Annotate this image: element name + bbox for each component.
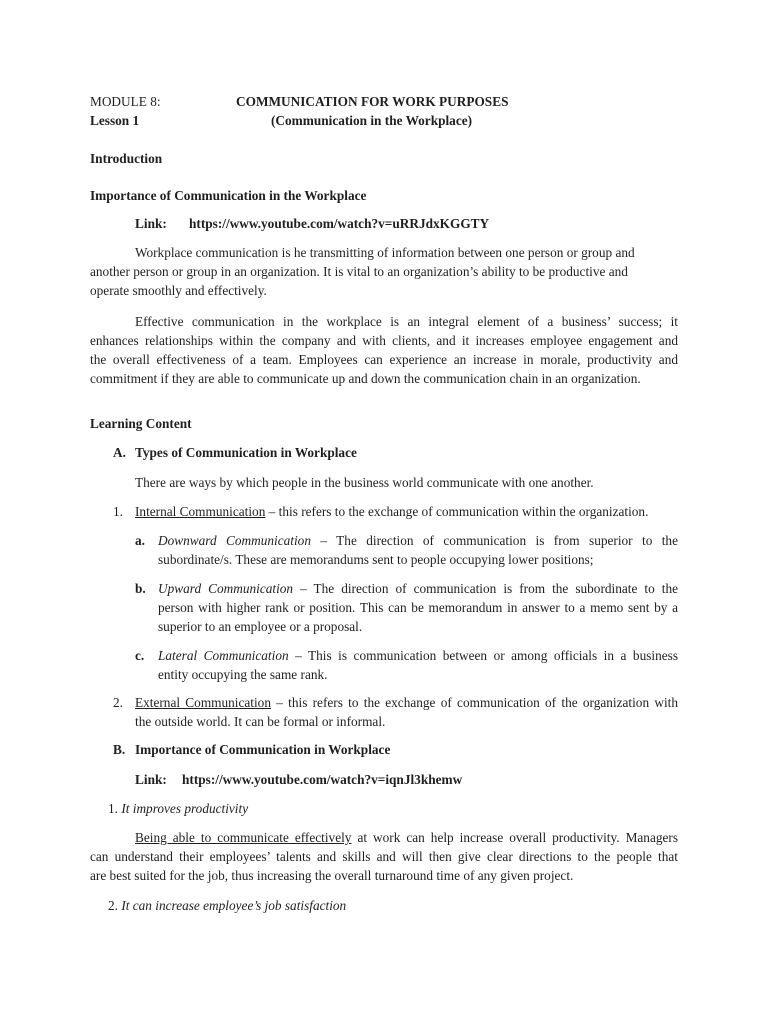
section-b-marker: B. [113,742,126,757]
point-2 [108,896,346,915]
para-line: operate smoothly and effectively. [90,283,267,298]
item-2 [135,693,678,731]
para-line: Workplace communication is he transmitting of information between one person or group and [135,245,635,260]
point-1-number: 1. [108,801,118,816]
subitem-text: subordinate/s. These are memorandums sent to people occupying lower positions; [158,552,594,567]
item-1-text [135,502,648,521]
point-1-title: It improves productivity [121,801,249,816]
module-label: MODULE 8: [90,94,161,109]
subitem-b [158,579,678,636]
subitem-text: person with higher rank or position. This can be memorandum in answer to a memo sent by a [158,600,678,615]
intro-paragraph-2 [90,312,678,388]
item-1-number: 1. [113,504,123,519]
item-2-description: the outside world. It can be formal or informal. [135,714,386,729]
subitem-a-marker: a. [135,533,145,548]
para-line: another person or group in an organization. It is vital to an organization’s ability to be productive and [90,264,628,279]
para-line: can understand their employees’ talents and skills and will then give clear directions to the people that [90,849,678,864]
internal-communication-term: Internal Communication [135,504,266,519]
subitem-c-marker: c. [135,648,145,663]
subitem-c-line1 [158,646,678,665]
external-communication-term: External Communication [135,695,271,710]
point-2-title: It can increase employee’s job satisfaction [121,898,347,913]
intro-paragraph-1 [90,243,678,300]
upward-communication-term: Upward Communication [158,581,294,596]
introduction-subheading: Importance of Communication in the Workplace [90,188,367,203]
downward-communication-term: Downward Communication [158,533,311,548]
lesson-label: Lesson 1 [90,113,140,128]
subitem-a [158,531,678,569]
para-text: at work can help increase overall productivity. Managers [351,830,679,845]
subitem-text: superior to an employee or a proposal. [158,619,363,634]
section-a-title: Types of Communication in Workplace [135,445,357,460]
link-label: Link: [135,216,167,231]
subitem-c [158,646,678,684]
subitem-a-line1 [158,531,678,550]
para-line: the overall effectiveness of a team. Employees can experience an increase in morale, productivity and [90,352,678,367]
subitem-text: – This is communication between or among officials in a business [288,648,679,663]
para-line: Effective communication in the workplace is an integral element of a business’ success; it [135,314,678,329]
item-2-number: 2. [113,695,123,710]
subitem-b-marker: b. [135,581,146,596]
para-line: commitment if they are able to communicate up and down the communication chain in an organization. [90,371,641,386]
module-title: COMMUNICATION FOR WORK PURPOSES [236,94,509,109]
video-link-2[interactable]: https://www.youtube.com/watch?v=iqnJl3khemw [182,772,463,787]
communicate-effectively-term: Being able to communicate effectively [135,830,352,845]
para-line: enhances relationships within the company and with clients, and it increases employee engagement and [90,333,678,348]
item-1-description: – this refers to the exchange of communication within the organization. [265,504,649,519]
subitem-b-line1 [158,579,678,598]
section-a-marker: A. [113,445,126,460]
video-link-1[interactable]: https://www.youtube.com/watch?v=uRRJdxKGGTY [189,216,490,231]
item-2-line1 [135,693,678,712]
para-line: are best suited for the job, thus increasing the overall turnaround time of any given project. [90,868,574,883]
section-b-title: Importance of Communication in Workplace [135,742,391,757]
lateral-communication-term: Lateral Communication [158,648,289,663]
lesson-title: (Communication in the Workplace) [271,113,473,128]
subitem-text: entity occupying the same rank. [158,667,328,682]
item-2-description: – this refers to the exchange of communication of the organization with [270,695,678,710]
point-2-number: 2. [108,898,118,913]
introduction-heading: Introduction [90,151,163,166]
link-label: Link: [135,772,167,787]
learning-content-heading: Learning Content [90,416,192,431]
point-1-paragraph [90,828,678,885]
point-1-line1 [90,828,678,847]
point-1 [108,799,248,818]
subitem-text: – The direction of communication is from the subordinate to the [293,581,678,596]
subitem-text: – The direction of communication is from superior to the [310,533,678,548]
section-a-intro: There are ways by which people in the business world communicate with one another. [135,475,594,490]
